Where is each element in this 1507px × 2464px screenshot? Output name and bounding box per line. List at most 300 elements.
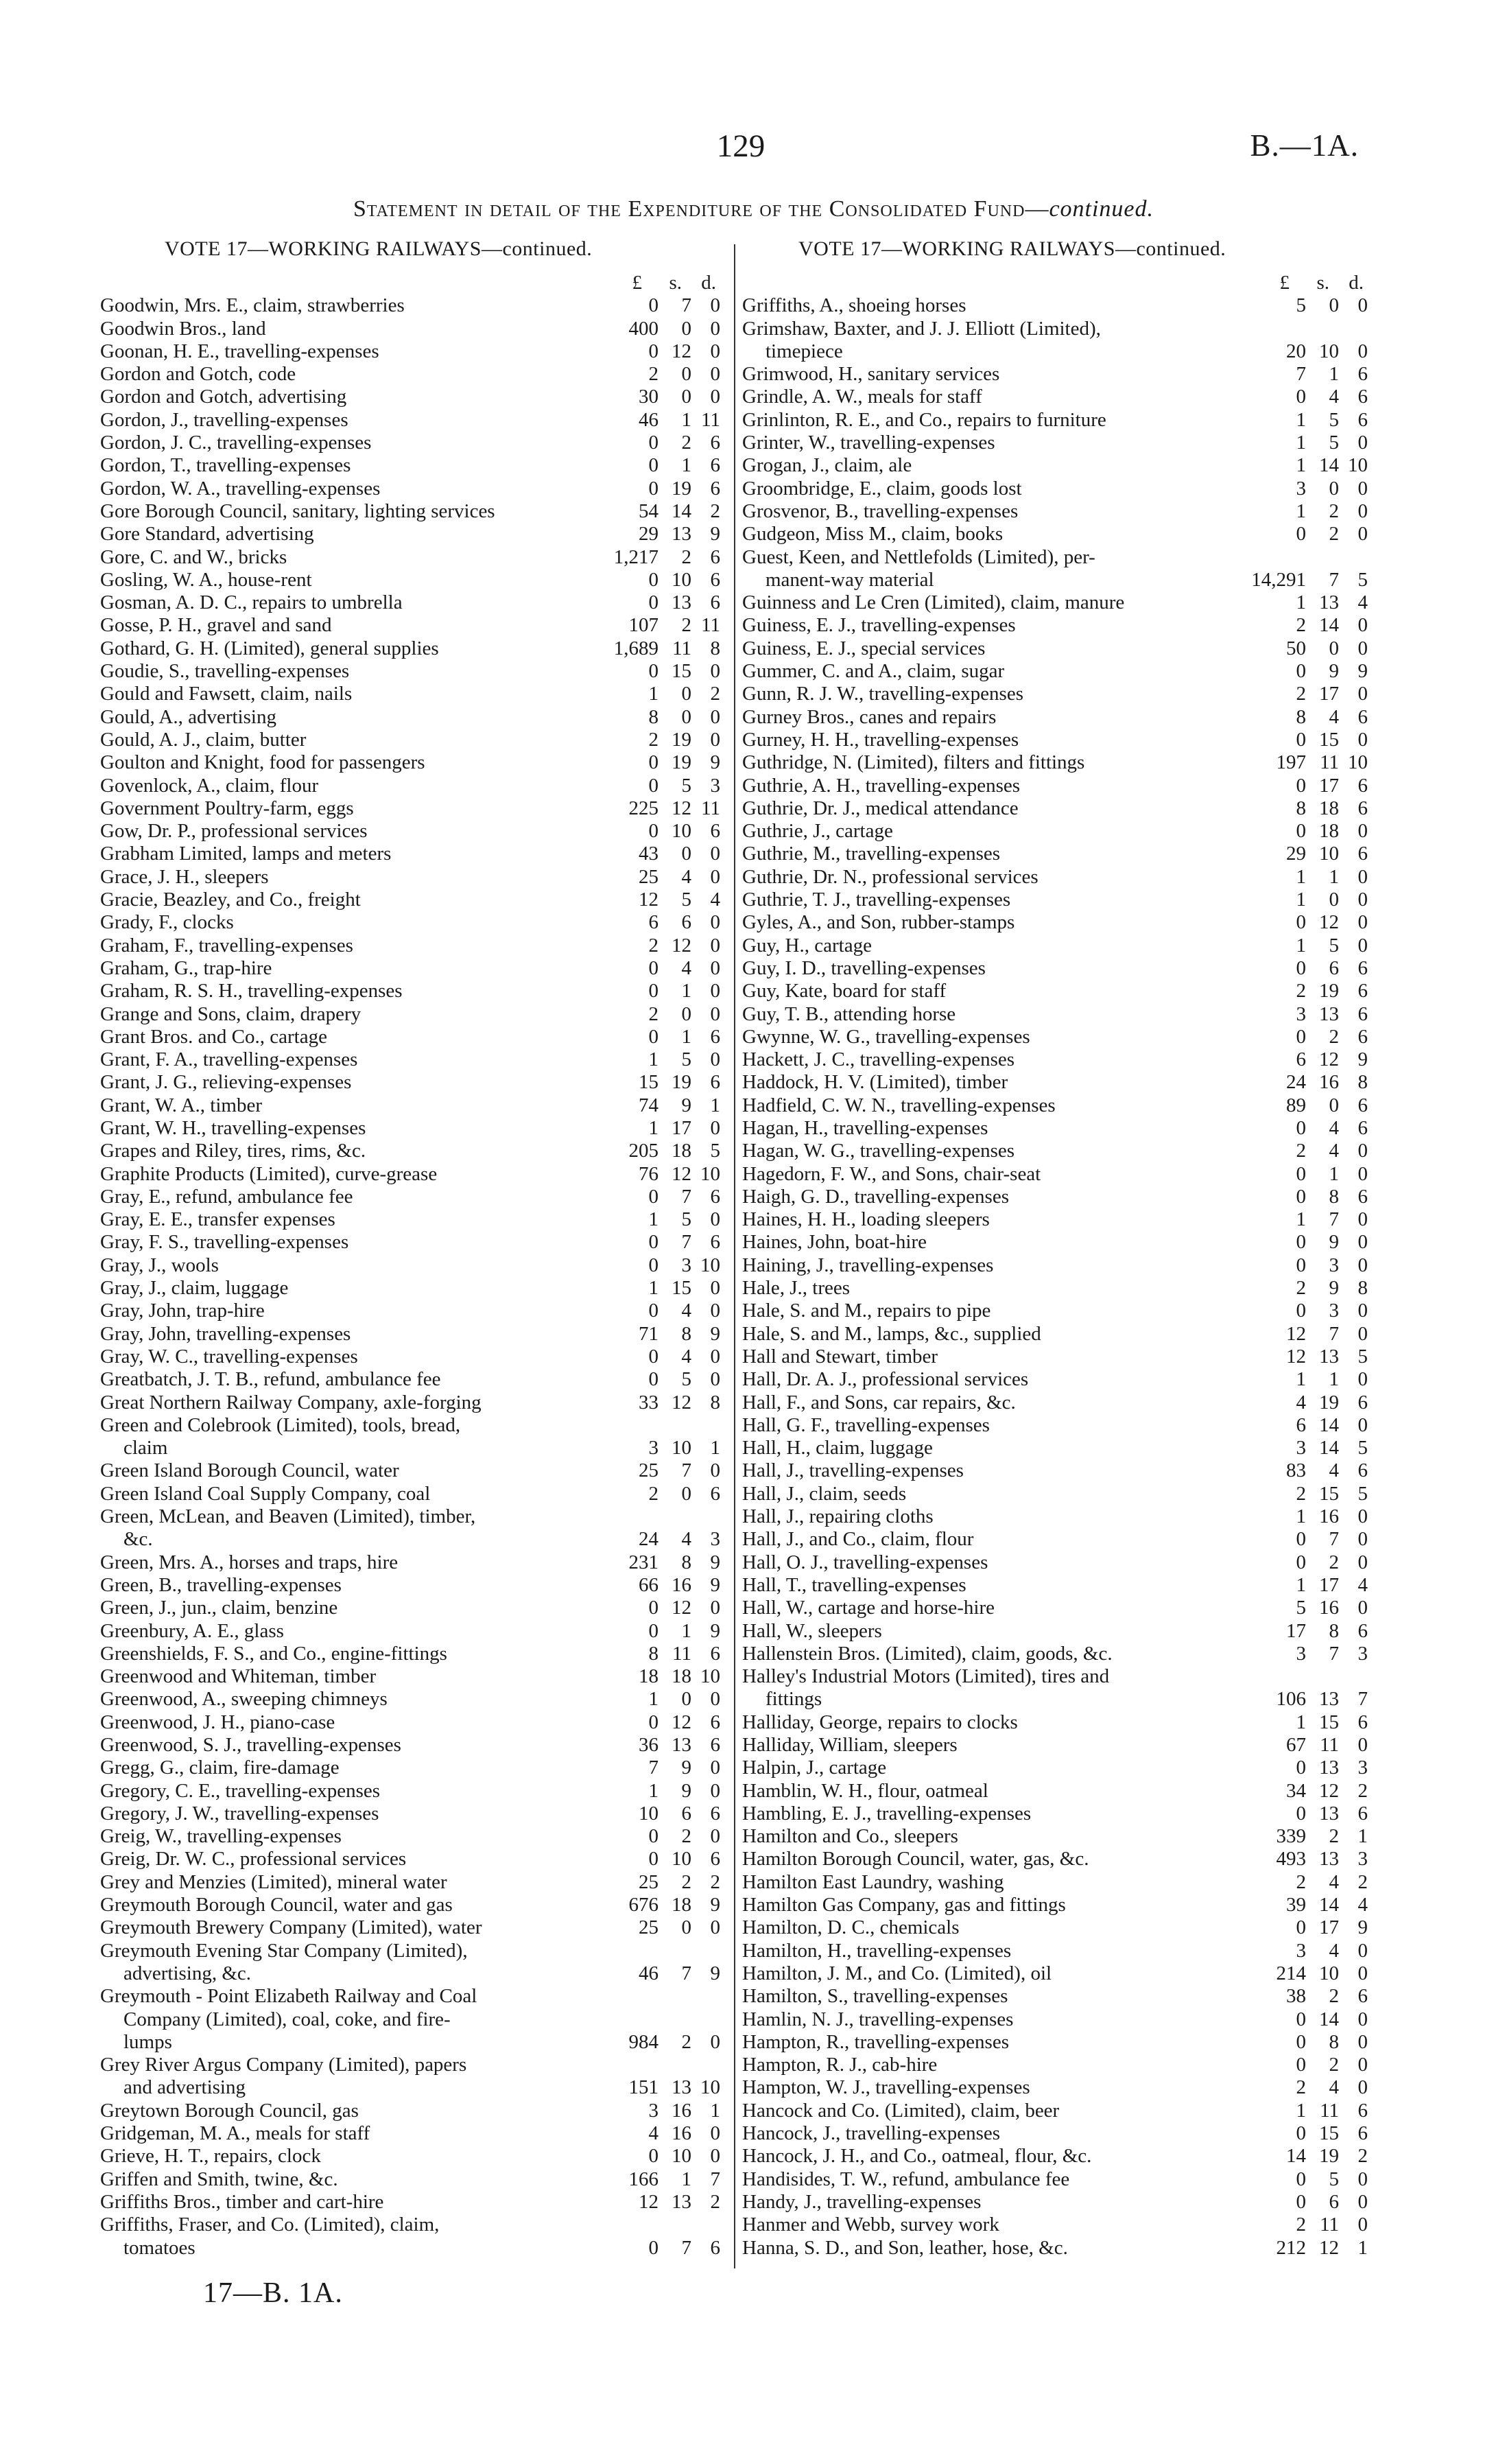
entry-description: Greenbury, A. E., glass	[100, 1619, 284, 1642]
entry-row	[100, 363, 724, 386]
entry-description: Hancock, J., travelling-expenses	[742, 2122, 1001, 2145]
amount-pounds: 0	[648, 1300, 658, 1322]
amount-pounds: 0	[648, 820, 658, 843]
entry-row	[742, 1848, 1373, 1870]
entry-row	[100, 660, 724, 683]
entry-row	[742, 1186, 1373, 1208]
amount-shillings: 7	[1329, 568, 1339, 591]
amount-shillings: 6	[681, 1802, 691, 1824]
amount-pence: 0	[710, 294, 720, 317]
entry-description: Hagedorn, F. W., and Sons, chair-seat	[742, 1162, 1041, 1185]
entry-description: Grange and Sons, claim, drapery	[100, 1002, 361, 1025]
amount-pounds: 2	[1296, 1482, 1306, 1505]
entry-row	[742, 2008, 1373, 2031]
entry-row	[100, 409, 724, 432]
entry-row	[100, 1643, 724, 1665]
amount-shillings: 7	[681, 1231, 691, 1254]
amount-pounds: 5	[1296, 1597, 1306, 1619]
entry-description: Hamilton Gas Company, gas and fittings	[742, 1894, 1066, 1916]
entry-row	[100, 318, 724, 340]
amount-pounds: 2	[1296, 683, 1306, 705]
entry-row	[100, 1437, 724, 1459]
amount-shillings: 0	[681, 1688, 691, 1711]
amount-pence: 6	[710, 454, 720, 477]
entry-description: Greymouth - Point Elizabeth Railway and Coal	[100, 1985, 477, 2008]
amount-pounds: 30	[639, 386, 658, 408]
amount-pounds: 18	[639, 1665, 658, 1688]
amount-pounds: 2	[648, 1482, 658, 1505]
amount-pence: 0	[710, 1825, 720, 1848]
amount-pence: 0	[710, 728, 720, 751]
entry-description: Gore, C. and W., bricks	[100, 545, 287, 568]
amount-pounds: 1	[1296, 865, 1306, 888]
currency-header-right	[742, 272, 1373, 294]
amount-shillings: 13	[1319, 1757, 1339, 1779]
entry-row	[742, 1597, 1373, 1619]
amount-pence: 0	[1357, 1254, 1368, 1276]
amount-pounds: 8	[1296, 705, 1306, 728]
amount-shillings: 17	[1319, 1573, 1339, 1596]
entry-description: Hall, O. J., travelling-expenses	[742, 1551, 988, 1573]
amount-pence: 10	[1348, 751, 1368, 774]
amount-pence: 0	[1357, 1597, 1368, 1619]
entry-row	[742, 2031, 1373, 2054]
amount-pence: 6	[710, 432, 720, 454]
amount-shillings: 8	[1329, 2030, 1339, 2053]
entry-description: Guthrie, T. J., travelling-expenses	[742, 889, 1011, 911]
amount-shillings: 16	[672, 1573, 691, 1596]
entry-description: Grabham Limited, lamps and meters	[100, 843, 392, 865]
amount-pounds: 0	[1296, 2008, 1306, 2030]
amount-pence: 8	[1357, 1277, 1368, 1300]
amount-pounds: 2	[648, 363, 658, 386]
amount-pence: 8	[1357, 1071, 1368, 1094]
amount-pounds: 1	[1296, 432, 1306, 454]
amount-pence: 3	[1357, 1642, 1368, 1665]
entry-row	[742, 1254, 1373, 1277]
amount-pounds: 36	[639, 1734, 658, 1756]
amount-shillings: 2	[681, 545, 691, 568]
entry-description: Hamilton and Co., sleepers	[742, 1825, 958, 1848]
entry-row	[100, 2100, 724, 2122]
amount-shillings: 0	[681, 363, 691, 386]
amount-pence: 0	[1357, 1939, 1368, 1962]
amount-pence: 6	[1357, 1619, 1368, 1642]
amount-pounds: 0	[648, 1597, 658, 1619]
vote-heading-left: VOTE 17—WORKING RAILWAYS—continued.	[165, 237, 593, 260]
amount-shillings: 1	[1329, 1368, 1339, 1391]
entry-row	[742, 775, 1373, 797]
entry-row	[100, 1803, 724, 1825]
amount-pounds: 0	[648, 1368, 658, 1391]
entry-description: Greenshields, F. S., and Co., engine-fittings	[100, 1642, 447, 1665]
entry-description: Griffiths Bros., timber and cart-hire	[100, 2190, 384, 2213]
amount-pence: 5	[1357, 568, 1368, 591]
amount-pence: 9	[1357, 1048, 1368, 1071]
entry-row	[100, 1848, 724, 1870]
entry-description: and advertising	[123, 2076, 246, 2099]
amount-pence: 0	[1357, 1505, 1368, 1528]
entry-row	[742, 569, 1373, 591]
entry-description: Grimwood, H., sanitary services	[742, 363, 1000, 386]
entry-row	[742, 1620, 1373, 1643]
amount-pence: 0	[1357, 889, 1368, 911]
entry-row	[100, 2145, 724, 2168]
entry-row	[742, 911, 1373, 934]
amount-pence: 6	[710, 1185, 720, 1208]
amount-pence: 11	[701, 614, 720, 637]
entry-row	[742, 1803, 1373, 1825]
entry-row	[742, 1985, 1373, 2008]
entry-description: Hall, F., and Sons, car repairs, &c.	[742, 1391, 1016, 1413]
entry-row	[100, 820, 724, 843]
paper-code: B.—1A.	[1250, 128, 1359, 163]
amount-pounds: 17	[1286, 1619, 1306, 1642]
amount-shillings: 1	[681, 408, 691, 431]
amount-pence: 2	[710, 1870, 720, 1893]
entry-row	[742, 1414, 1373, 1437]
entry-row	[100, 294, 724, 317]
entry-description: Green, B., travelling-expenses	[100, 1573, 342, 1596]
entry-row	[742, 1026, 1373, 1048]
left-column	[100, 272, 724, 2260]
amount-pence: 6	[710, 1231, 720, 1254]
entry-description: Green, McLean, and Beaven (Limited), timber,	[100, 1505, 476, 1528]
entry-row	[742, 1459, 1373, 1482]
amount-pounds: 984	[628, 2030, 658, 2053]
amount-pence: 0	[710, 2030, 720, 2053]
entry-description: Gurney, H. H., travelling-expenses	[742, 728, 1019, 751]
amount-pence: 6	[1357, 1185, 1368, 1208]
entry-row	[742, 1780, 1373, 1803]
entry-description: manent-way material	[766, 568, 934, 591]
entry-row	[742, 1117, 1373, 1140]
entry-row	[742, 1483, 1373, 1505]
entry-description: Hall, T., travelling-expenses	[742, 1573, 966, 1596]
amount-shillings: 16	[1319, 1071, 1339, 1094]
amount-pounds: 39	[1286, 1894, 1306, 1916]
amount-pence: 9	[710, 751, 720, 774]
amount-shillings: 10	[672, 2145, 691, 2168]
amount-pence: 0	[710, 1116, 720, 1139]
amount-pence: 0	[710, 865, 720, 888]
entry-row	[100, 569, 724, 591]
entry-description: Graham, G., trap-hire	[100, 957, 272, 979]
entry-row	[742, 546, 1373, 569]
amount-shillings: 10	[1319, 843, 1339, 865]
entry-description: Greenwood, S. J., travelling-expenses	[100, 1734, 401, 1756]
amount-pounds: 2	[1296, 1140, 1306, 1162]
amount-shillings: 13	[672, 1734, 691, 1756]
entry-row	[100, 1459, 724, 1482]
amount-pounds: 0	[648, 1711, 658, 1733]
entry-description: Haigh, G. D., travelling-expenses	[742, 1185, 1009, 1208]
entry-row	[100, 2214, 724, 2236]
amount-shillings: 7	[681, 1459, 691, 1482]
amount-pence: 6	[1357, 1025, 1368, 1048]
entry-description: lumps	[123, 2030, 172, 2053]
entry-description: Guthridge, N. (Limited), filters and fittings	[742, 751, 1085, 774]
amount-shillings: 2	[1329, 500, 1339, 522]
entry-description: Grinlinton, R. E., and Co., repairs to furniture	[742, 408, 1106, 431]
entry-row	[742, 1528, 1373, 1551]
entry-description: Guy, T. B., attending horse	[742, 1002, 956, 1025]
entry-row	[100, 1392, 724, 1414]
amount-pence: 0	[1357, 2054, 1368, 2076]
amount-pounds: 3	[1296, 1002, 1306, 1025]
amount-pounds: 1	[1296, 1208, 1306, 1231]
amount-pounds: 1,217	[613, 545, 658, 568]
amount-pence: 4	[710, 889, 720, 911]
entry-description: fittings	[766, 1688, 822, 1711]
entry-description: Goudie, S., travelling-expenses	[100, 660, 350, 683]
amount-pounds: 3	[1296, 1939, 1306, 1962]
amount-pounds: 676	[628, 1894, 658, 1916]
amount-pence: 6	[1357, 386, 1368, 408]
statement-title-suffix: continued.	[1049, 196, 1154, 222]
amount-pounds: 0	[648, 568, 658, 591]
amount-shillings: 3	[1329, 1300, 1339, 1322]
amount-pence: 6	[710, 1711, 720, 1733]
amount-shillings: 13	[672, 2190, 691, 2213]
amount-pounds: 0	[648, 1185, 658, 1208]
amount-pence: 0	[710, 386, 720, 408]
amount-pounds: 25	[639, 865, 658, 888]
amount-pence: 0	[710, 1208, 720, 1231]
shillings-header: s.	[1316, 272, 1329, 294]
amount-shillings: 9	[1329, 1277, 1339, 1300]
entry-description: Halliday, William, sleepers	[742, 1734, 958, 1756]
entry-description: Guthrie, Dr. N., professional services	[742, 865, 1039, 888]
entry-description: Hall, G. F., travelling-expenses	[742, 1413, 990, 1436]
amount-shillings: 0	[681, 386, 691, 408]
entry-description: Gore Standard, advertising	[100, 523, 314, 545]
entry-description: Gracie, Beazley, and Co., freight	[100, 889, 361, 911]
amount-pence: 9	[710, 523, 720, 545]
entry-description: Grant, J. G., relieving-expenses	[100, 1071, 352, 1094]
entry-row	[100, 2237, 724, 2260]
entry-description: Gordon, W. A., travelling-expenses	[100, 477, 381, 500]
amount-pounds: 8	[1296, 797, 1306, 819]
entry-description: Guthrie, J., cartage	[742, 820, 893, 843]
amount-shillings: 16	[1319, 1505, 1339, 1528]
amount-pence: 9	[1357, 660, 1368, 683]
amount-pence: 10	[700, 1254, 720, 1276]
entry-row	[100, 957, 724, 980]
amount-pounds: 1	[1296, 889, 1306, 911]
amount-pounds: 46	[639, 1962, 658, 1984]
amount-pounds: 29	[639, 523, 658, 545]
entry-row	[742, 706, 1373, 729]
amount-pounds: 12	[1286, 1345, 1306, 1368]
amount-shillings: 19	[1319, 1391, 1339, 1413]
amount-pounds: 6	[1296, 1413, 1306, 1436]
amount-shillings: 2	[1329, 1985, 1339, 2008]
amount-shillings: 14	[1319, 1413, 1339, 1436]
amount-shillings: 7	[681, 2236, 691, 2259]
entry-row	[742, 1094, 1373, 1117]
entry-description: Gosling, W. A., house-rent	[100, 568, 312, 591]
amount-pounds: 0	[1296, 1300, 1306, 1322]
entry-row	[742, 363, 1373, 386]
entry-row	[742, 1962, 1373, 1985]
amount-pounds: 1	[1296, 408, 1306, 431]
entry-row	[742, 1505, 1373, 1528]
amount-shillings: 5	[681, 889, 691, 911]
amount-pence: 0	[1357, 1413, 1368, 1436]
amount-pounds: 0	[648, 2236, 658, 2259]
right-column	[742, 272, 1373, 2260]
entry-row	[100, 1597, 724, 1619]
entry-description: Goulton and Knight, food for passengers	[100, 751, 425, 774]
entry-description: Hambling, E. J., travelling-expenses	[742, 1802, 1032, 1824]
entry-description: Grace, J. H., sleepers	[100, 865, 269, 888]
amount-pence: 0	[710, 843, 720, 865]
amount-pence: 0	[1357, 2008, 1368, 2030]
amount-pounds: 0	[648, 660, 658, 683]
entry-description: &c.	[123, 1528, 153, 1551]
amount-pounds: 0	[1296, 2030, 1306, 2053]
amount-pounds: 15	[639, 1071, 658, 1094]
amount-pence: 2	[1357, 1870, 1368, 1893]
amount-pence: 0	[710, 1459, 720, 1482]
entry-row	[100, 1688, 724, 1711]
entry-description: Guthrie, M., travelling-expenses	[742, 843, 1001, 865]
amount-pence: 9	[1357, 1916, 1368, 1939]
entry-description: Gridgeman, M. A., meals for staff	[100, 2122, 370, 2145]
entry-row	[100, 546, 724, 569]
entry-description: advertising, &c.	[123, 1962, 252, 1984]
entry-description: Gow, Dr. P., professional services	[100, 820, 368, 843]
amount-pounds: 0	[648, 1825, 658, 1848]
amount-pence: 0	[1357, 500, 1368, 522]
amount-pounds: 8	[648, 1642, 658, 1665]
amount-pence: 0	[710, 660, 720, 683]
amount-shillings: 4	[1329, 1116, 1339, 1139]
entry-description: Gudgeon, Miss M., claim, books	[742, 523, 1004, 545]
amount-shillings: 1	[681, 1025, 691, 1048]
right-entry-list	[742, 294, 1373, 2260]
entry-description: Hamilton East Laundry, washing	[742, 1870, 1004, 1893]
amount-pounds: 166	[628, 2168, 658, 2190]
entry-row	[100, 1916, 724, 1939]
amount-shillings: 1	[681, 1619, 691, 1642]
amount-pounds: 12	[639, 2190, 658, 2213]
amount-pence: 0	[1357, 934, 1368, 957]
entry-description: Handisides, T. W., refund, ambulance fee	[742, 2168, 1070, 2190]
amount-shillings: 15	[672, 660, 691, 683]
amount-shillings: 19	[672, 477, 691, 500]
amount-pence: 3	[710, 774, 720, 797]
entry-description: Guest, Keen, and Nettlefolds (Limited), per-	[742, 545, 1095, 568]
amount-pounds: 12	[1286, 1322, 1306, 1345]
entry-row	[742, 980, 1373, 1002]
entry-description: Gray, W. C., travelling-expenses	[100, 1345, 358, 1368]
entry-row	[742, 1551, 1373, 1574]
amount-shillings: 2	[681, 1825, 691, 1848]
entry-row	[100, 614, 724, 637]
entry-description: Govenlock, A., claim, flour	[100, 774, 319, 797]
amount-shillings: 12	[1319, 1779, 1339, 1802]
amount-shillings: 0	[681, 705, 691, 728]
entry-row	[742, 1208, 1373, 1231]
entry-description: Grapes and Riley, tires, rims, &c.	[100, 1140, 366, 1162]
shillings-header: s.	[669, 272, 682, 294]
entry-row	[742, 2191, 1373, 2214]
entry-description: Hall, Dr. A. J., professional services	[742, 1368, 1029, 1391]
entry-row	[742, 1003, 1373, 1026]
amount-pounds: 0	[1296, 1802, 1306, 1824]
amount-pounds: 4	[1296, 1391, 1306, 1413]
amount-pence: 0	[710, 911, 720, 934]
entry-row	[100, 1734, 724, 1757]
amount-pounds: 1	[648, 1116, 658, 1139]
entry-description: Greytown Borough Council, gas	[100, 2099, 359, 2122]
entry-description: Hampton, W. J., travelling-expenses	[742, 2076, 1030, 2099]
entry-description: Greenwood and Whiteman, timber	[100, 1665, 377, 1688]
entry-row	[742, 1825, 1373, 1848]
amount-shillings: 1	[681, 454, 691, 477]
amount-pounds: 24	[639, 1528, 658, 1551]
amount-pence: 6	[710, 1025, 720, 1048]
entry-description: Greymouth Evening Star Company (Limited),	[100, 1939, 468, 1962]
amount-pence: 3	[710, 1528, 720, 1551]
amount-shillings: 0	[681, 317, 691, 340]
amount-shillings: 19	[1319, 2145, 1339, 2168]
amount-shillings: 16	[672, 2122, 691, 2145]
statement-title-main: Statement in detail of the Expenditure of the Consolidated Fund—	[353, 196, 1049, 222]
entry-row	[100, 775, 724, 797]
amount-pounds: 1	[1296, 454, 1306, 477]
amount-pence: 6	[710, 1071, 720, 1094]
entry-description: Griffiths, Fraser, and Co. (Limited), claim,	[100, 2214, 440, 2236]
entry-row	[100, 2076, 724, 2099]
amount-pounds: 24	[1286, 1071, 1306, 1094]
entry-row	[742, 1277, 1373, 1300]
amount-shillings: 13	[672, 2076, 691, 2099]
amount-pence: 6	[710, 820, 720, 843]
entry-row	[100, 1048, 724, 1071]
amount-pence: 6	[1357, 705, 1368, 728]
amount-shillings: 6	[681, 911, 691, 934]
entry-description: Hale, S. and M., repairs to pipe	[742, 1300, 991, 1322]
entry-description: Hall, J., claim, seeds	[742, 1482, 907, 1505]
entry-description: Hall, W., cartage and horse-hire	[742, 1597, 995, 1619]
amount-pence: 6	[710, 568, 720, 591]
entry-row	[100, 2191, 724, 2214]
amount-pence: 0	[1357, 2190, 1368, 2213]
amount-pence: 6	[710, 1802, 720, 1824]
amount-shillings: 14	[672, 500, 691, 522]
amount-pence: 0	[1357, 1231, 1368, 1254]
amount-pence: 0	[710, 1597, 720, 1619]
amount-pounds: 1	[1296, 934, 1306, 957]
entry-description: Haines, John, boat-hire	[742, 1231, 927, 1254]
entry-row	[742, 1688, 1373, 1711]
amount-pence: 0	[710, 934, 720, 957]
amount-pounds: 1	[648, 1048, 658, 1071]
entry-row	[742, 660, 1373, 683]
amount-shillings: 0	[1329, 477, 1339, 500]
amount-shillings: 17	[1319, 774, 1339, 797]
entry-description: Grieve, H. T., repairs, clock	[100, 2145, 321, 2168]
amount-pounds: 38	[1286, 1985, 1306, 2008]
entry-row	[100, 1346, 724, 1368]
amount-shillings: 5	[681, 1368, 691, 1391]
amount-shillings: 4	[1329, 1939, 1339, 1962]
amount-pence: 0	[1357, 523, 1368, 545]
amount-pounds: 1	[1296, 591, 1306, 614]
